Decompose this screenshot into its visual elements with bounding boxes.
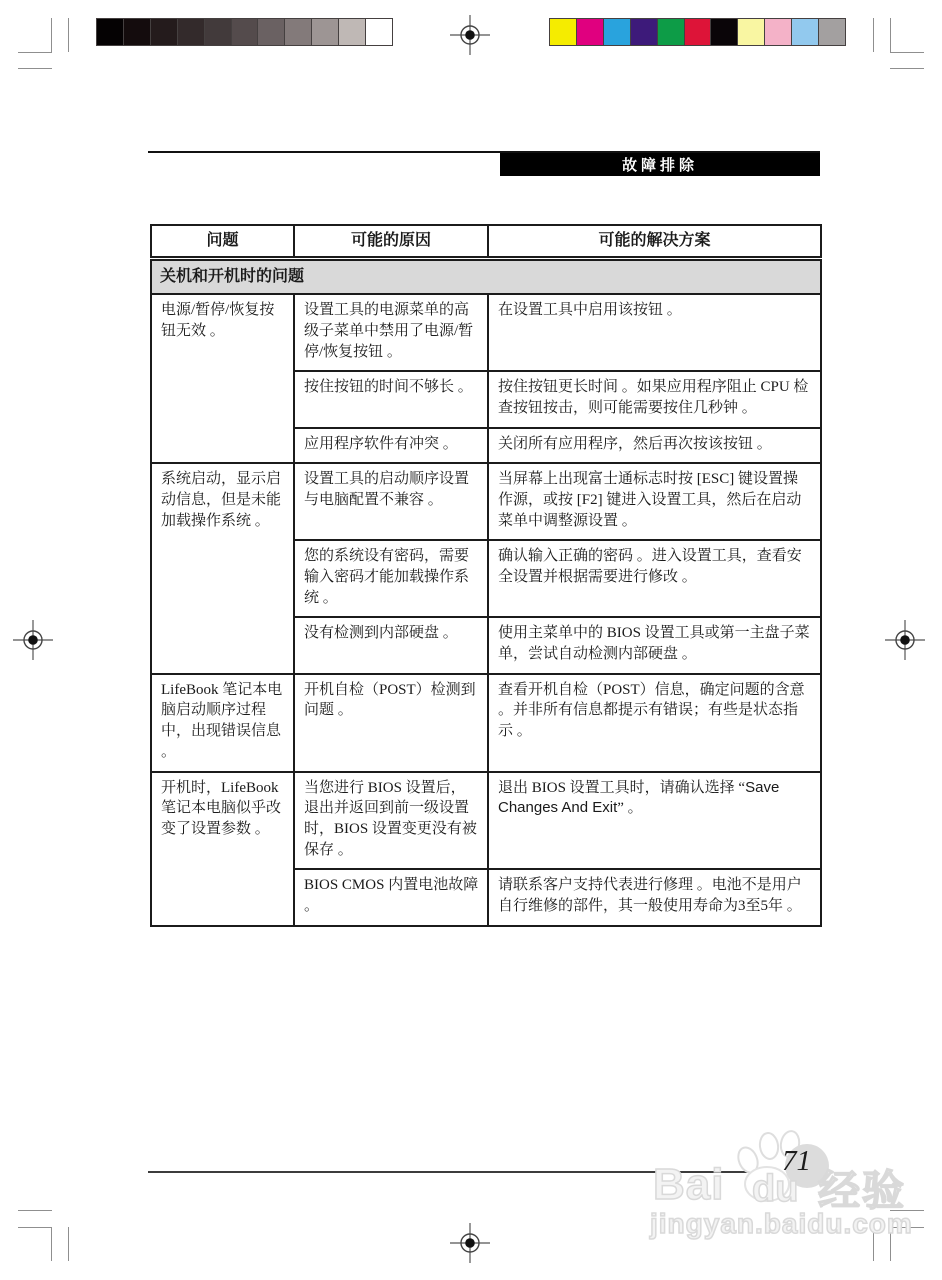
- color-swatch: [737, 18, 765, 46]
- crop-mark: [68, 1227, 69, 1261]
- crop-mark: [68, 18, 69, 52]
- color-swatch: [657, 18, 685, 46]
- cause-cell: 您的系统设有密码，需要输入密码才能加载操作系统 。: [294, 540, 488, 617]
- color-swatch: [576, 18, 604, 46]
- crop-mark: [873, 18, 874, 52]
- table-row: [151, 772, 821, 870]
- problem-cell: 开机时，LifeBook 笔记本电脑似乎改变了设置参数 。: [151, 772, 294, 926]
- registration-mark-top: [450, 15, 490, 55]
- color-swatch: [96, 18, 124, 46]
- table-row: [151, 463, 821, 540]
- page-number: 71: [782, 1145, 811, 1177]
- table-row: [151, 294, 821, 371]
- solution-cell: 关闭所有应用程序，然后再次按该按钮 。: [488, 428, 821, 464]
- color-swatch: [204, 18, 232, 46]
- column-header-cause: 可能的原因: [294, 225, 488, 259]
- color-swatch: [150, 18, 178, 46]
- solution-cell: 按住按钮更长时间 。如果应用程序阻止 CPU 检查按钮按击，则可能需要按住几秒钟 。: [488, 371, 821, 427]
- color-swatch: [365, 18, 393, 46]
- color-calibration-bar: [549, 18, 845, 46]
- crop-mark: [18, 1227, 52, 1228]
- solution-cell: 当屏幕上出现富士通标志时按 [ESC] 键设置操作源，或按 [F2] 键进入设置工具，然后在启动菜单中调整源设置 。: [488, 463, 821, 540]
- color-swatch: [338, 18, 366, 46]
- cause-cell: BIOS CMOS 内置电池故障 。: [294, 869, 488, 925]
- color-swatch: [710, 18, 738, 46]
- solution-cell: 查看开机自检（POST）信息，确定问题的含意 。并非所有信息都提示有错误；有些是状态指示 。: [488, 674, 821, 772]
- solution-text: ” 。: [617, 800, 643, 817]
- crop-mark: [18, 68, 52, 69]
- problem-cell: 系统启动，显示启动信息，但是未能加载操作系统 。: [151, 463, 294, 674]
- cause-cell: 当您进行 BIOS 设置后，退出并返回到前一级设置时，BIOS 设置变更没有被保存 。: [294, 772, 488, 870]
- crop-mark: [890, 52, 924, 53]
- column-header-problem: 问题: [151, 225, 294, 259]
- color-swatch: [311, 18, 339, 46]
- color-swatch: [549, 18, 577, 46]
- cause-cell: 开机自检（POST）检测到问题 。: [294, 674, 488, 772]
- solution-cell: 请联系客户支持代表进行修理 。电池不是用户自行维修的部件，其一般使用寿命为3至5年 。: [488, 869, 821, 925]
- cause-cell: 按住按钮的时间不够长 。: [294, 371, 488, 427]
- troubleshooting-table: [150, 224, 822, 927]
- watermark-logo-jingyan: 经验: [818, 1167, 907, 1214]
- solution-cell: 使用主菜单中的 BIOS 设置工具或第一主盘子菜单，尝试自动检测内部硬盘 。: [488, 617, 821, 673]
- watermark-url: jingyan.baidu.com: [650, 1208, 913, 1239]
- crop-mark: [890, 18, 891, 53]
- registration-mark-right: [885, 620, 925, 660]
- crop-mark: [51, 1227, 52, 1261]
- color-swatch: [764, 18, 792, 46]
- cause-cell: 应用程序软件有冲突 。: [294, 428, 488, 464]
- color-swatch: [630, 18, 658, 46]
- color-swatch: [177, 18, 205, 46]
- color-swatch: [257, 18, 285, 46]
- table-header-row: [151, 225, 821, 259]
- color-swatch: [684, 18, 712, 46]
- crop-mark: [51, 18, 52, 53]
- solution-cell: [488, 772, 821, 870]
- registration-mark-left: [13, 620, 53, 660]
- cause-cell: 没有检测到内部硬盘 。: [294, 617, 488, 673]
- solution-menu-option: Save Changes And Exit: [498, 778, 780, 817]
- solution-text: 退出 BIOS 设置工具时，请确认选择 “: [498, 779, 746, 796]
- problem-cell: LifeBook 笔记本电脑启动顺序过程中，出现错误信息 。: [151, 674, 294, 772]
- problem-cell: 电源/暂停/恢复按钮无效 。: [151, 294, 294, 463]
- table-row: [151, 674, 821, 772]
- color-swatch: [123, 18, 151, 46]
- color-swatch: [231, 18, 259, 46]
- crop-mark: [890, 68, 924, 69]
- page-header-title: 故障排除: [500, 153, 820, 176]
- section-title: 关机和开机时的问题: [151, 259, 821, 295]
- watermark-logo-bai: Bai: [653, 1160, 725, 1209]
- watermark-logo-du: du: [752, 1168, 799, 1210]
- color-swatch: [818, 18, 846, 46]
- color-swatch: [603, 18, 631, 46]
- color-swatch: [284, 18, 312, 46]
- section-header-row: [151, 259, 821, 295]
- color-swatch: [791, 18, 819, 46]
- cause-cell: 设置工具的电源菜单的高级子菜单中禁用了电源/暂停/恢复按钮 。: [294, 294, 488, 371]
- solution-cell: 在设置工具中启用该按钮 。: [488, 294, 821, 371]
- grayscale-calibration-bar: [96, 18, 392, 46]
- solution-cell: 确认输入正确的密码 。进入设置工具，查看安全设置并根据需要进行修改 。: [488, 540, 821, 617]
- registration-mark-bottom: [450, 1223, 490, 1263]
- crop-mark: [18, 1210, 52, 1211]
- cause-cell: 设置工具的启动顺序设置与电脑配置不兼容 。: [294, 463, 488, 540]
- crop-mark: [18, 52, 52, 53]
- column-header-solution: 可能的解决方案: [488, 225, 821, 259]
